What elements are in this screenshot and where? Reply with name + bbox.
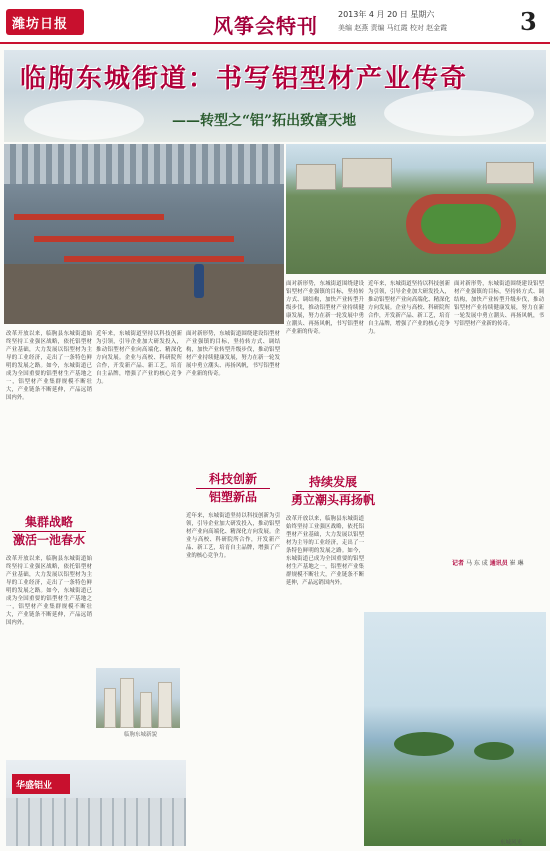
section-head-3-title: 持续发展 — [308, 475, 357, 489]
aerial-photo — [286, 144, 546, 274]
subheadline: ——转型之“铝”拓出致富天地 — [172, 113, 357, 129]
worker-figure — [194, 264, 204, 298]
article-column-1b: 改革开放以来，临朐县东城街道始终坚持工业强区战略，依托铝型材产业基础，大力发展以铝型材为主导的工业经济，走出了一条特色鲜明的发展之路。如今，东城街道已成为全国重要的铝型材生产基地之一，铝型材产业集群规模不断壮大，产业链条不断延伸，产品远销国内外。 — [6, 556, 92, 626]
byline — [452, 558, 524, 567]
article-column-5: 近年来，东城街道坚持以科技创新为引领，引导企业加大研发投入，推动铝型材产业向高端化、精深化方向发展。企业与高校、科研院所合作，开发新产品、新工艺，培育自主品牌，增强了产业的核心竞争力。 — [368, 281, 450, 335]
section-head-2-sub: 铝塑新品 — [208, 490, 257, 504]
section-title: 风筝会特刊 — [213, 14, 318, 38]
building — [342, 158, 392, 188]
sports-field — [421, 204, 501, 244]
tower — [104, 688, 116, 728]
factory-floor — [4, 264, 284, 324]
article-column-4b: 改革开放以来，临朐县东城街道始终坚持工业强区战略，依托铝型材产业基础，大力发展以铝型材为主导的工业经济，走出了一条特色鲜明的发展之路。如今，东城街道已成为全国重要的铝型材生产基地之一，铝型材产业集群规模不断壮大，产业链条不断延伸，产品远销国内外。 — [286, 516, 364, 586]
headline-banner — [4, 50, 546, 142]
issue-date: 2013年 4 月 20 日 星期六 — [338, 10, 435, 19]
island — [474, 742, 514, 760]
article-column-3b: 近年来，东城街道坚持以科技创新为引领，引导企业加大研发投入，推动铝型材产业向高端化、精深化方向发展。企业与高校、科研院所合作，开发新产品、新工艺，培育自主品牌，增强了产业的核心竞争力。 — [186, 513, 280, 559]
section-head-2-title: 科技创新 — [208, 472, 257, 486]
city-caption: 临朐东城新貌 — [124, 732, 158, 738]
correspondent-name: 崔 琳 — [509, 560, 524, 567]
factory-roof — [4, 144, 284, 184]
article-column-1: 改革开放以来，临朐县东城街道始终坚持工业强区战略，依托铝型材产业基础，大力发展以铝型材为主导的工业经济，走出了一条特色鲜明的发展之路。如今，东城街道已成为全国重要的铝型材生产基地之一，铝型材产业集群规模不断壮大，产业链条不断延伸，产品远销国内外。 — [6, 331, 92, 401]
factory-photo — [4, 144, 284, 324]
store-sign-text: 华盛铝业 — [16, 781, 53, 791]
island — [394, 732, 454, 756]
section-head-3-sub: 勇立潮头再扬帆 — [290, 493, 375, 507]
tower — [158, 682, 172, 728]
section-rule — [296, 491, 370, 492]
production-line — [64, 256, 244, 262]
article-column-6: 面对新形势，东城街道围绕建设铝型材产业强镇的目标，坚持转方式、调结构，加快产业转型升级步伐，推动铝型材产业持续健康发展，努力在新一轮发展中勇立潮头、再扬风帆，书写铝型材产业新的传奇。 — [454, 281, 544, 327]
page-number: 3 — [520, 7, 537, 36]
tower — [140, 692, 152, 728]
editors-line: 美编 赵燕 责编 马红霞 校对 赵金霞 — [338, 24, 448, 32]
page-header — [0, 0, 550, 44]
section-head-1-title: 集群战略 — [24, 515, 73, 529]
store-facade — [6, 798, 186, 846]
section-rule — [196, 488, 270, 489]
reporter-label: 记者 — [452, 560, 465, 567]
building — [486, 162, 534, 184]
newspaper-logo — [6, 9, 84, 35]
production-line — [14, 214, 164, 220]
park-photo — [364, 612, 546, 846]
article-column-2: 近年来，东城街道坚持以科技创新为引领，引导企业加大研发投入，推动铝型材产业向高端化、精深化方向发展。企业与高校、科研院所合作，开发新产品、新工艺，培育自主品牌，增强了产业的核心竞争力。 — [96, 331, 182, 385]
section-head-2 — [190, 472, 276, 505]
store-photo — [6, 760, 186, 846]
section-rule — [12, 531, 86, 532]
logo-text: 潍坊日报 — [12, 17, 69, 32]
cloud-decoration — [24, 100, 144, 140]
reporter-name: 马 东 成 — [465, 560, 488, 567]
city-photo — [96, 668, 180, 728]
correspondent-label: 通讯员 — [489, 560, 508, 567]
section-head-1 — [6, 515, 92, 548]
article-column-4: 面对新形势，东城街道围绕建设铝型材产业强镇的目标，坚持转方式、调结构，加快产业转型升级步伐，推动铝型材产业持续健康发展，努力在新一轮发展中勇立潮头、再扬风帆，书写铝型材产业新的传奇。 — [286, 281, 364, 335]
cloud-decoration — [384, 90, 534, 136]
article-column-3: 面对新形势，东城街道围绕建设铝型材产业强镇的目标，坚持转方式、调结构，加快产业转型升级步伐，推动铝型材产业持续健康发展，努力在新一轮发展中勇立潮头、再扬风帆，书写铝型材产业新的传奇。 — [186, 331, 280, 377]
headline: 临朐东城街道：书写铝型材产业传奇 — [20, 64, 469, 94]
section-head-1-sub: 激活一池春水 — [12, 533, 85, 547]
building — [296, 164, 336, 190]
section-head-3 — [290, 475, 376, 508]
production-line — [34, 236, 234, 242]
tower — [120, 678, 134, 728]
park-caption: 东城风光 — [500, 840, 523, 846]
